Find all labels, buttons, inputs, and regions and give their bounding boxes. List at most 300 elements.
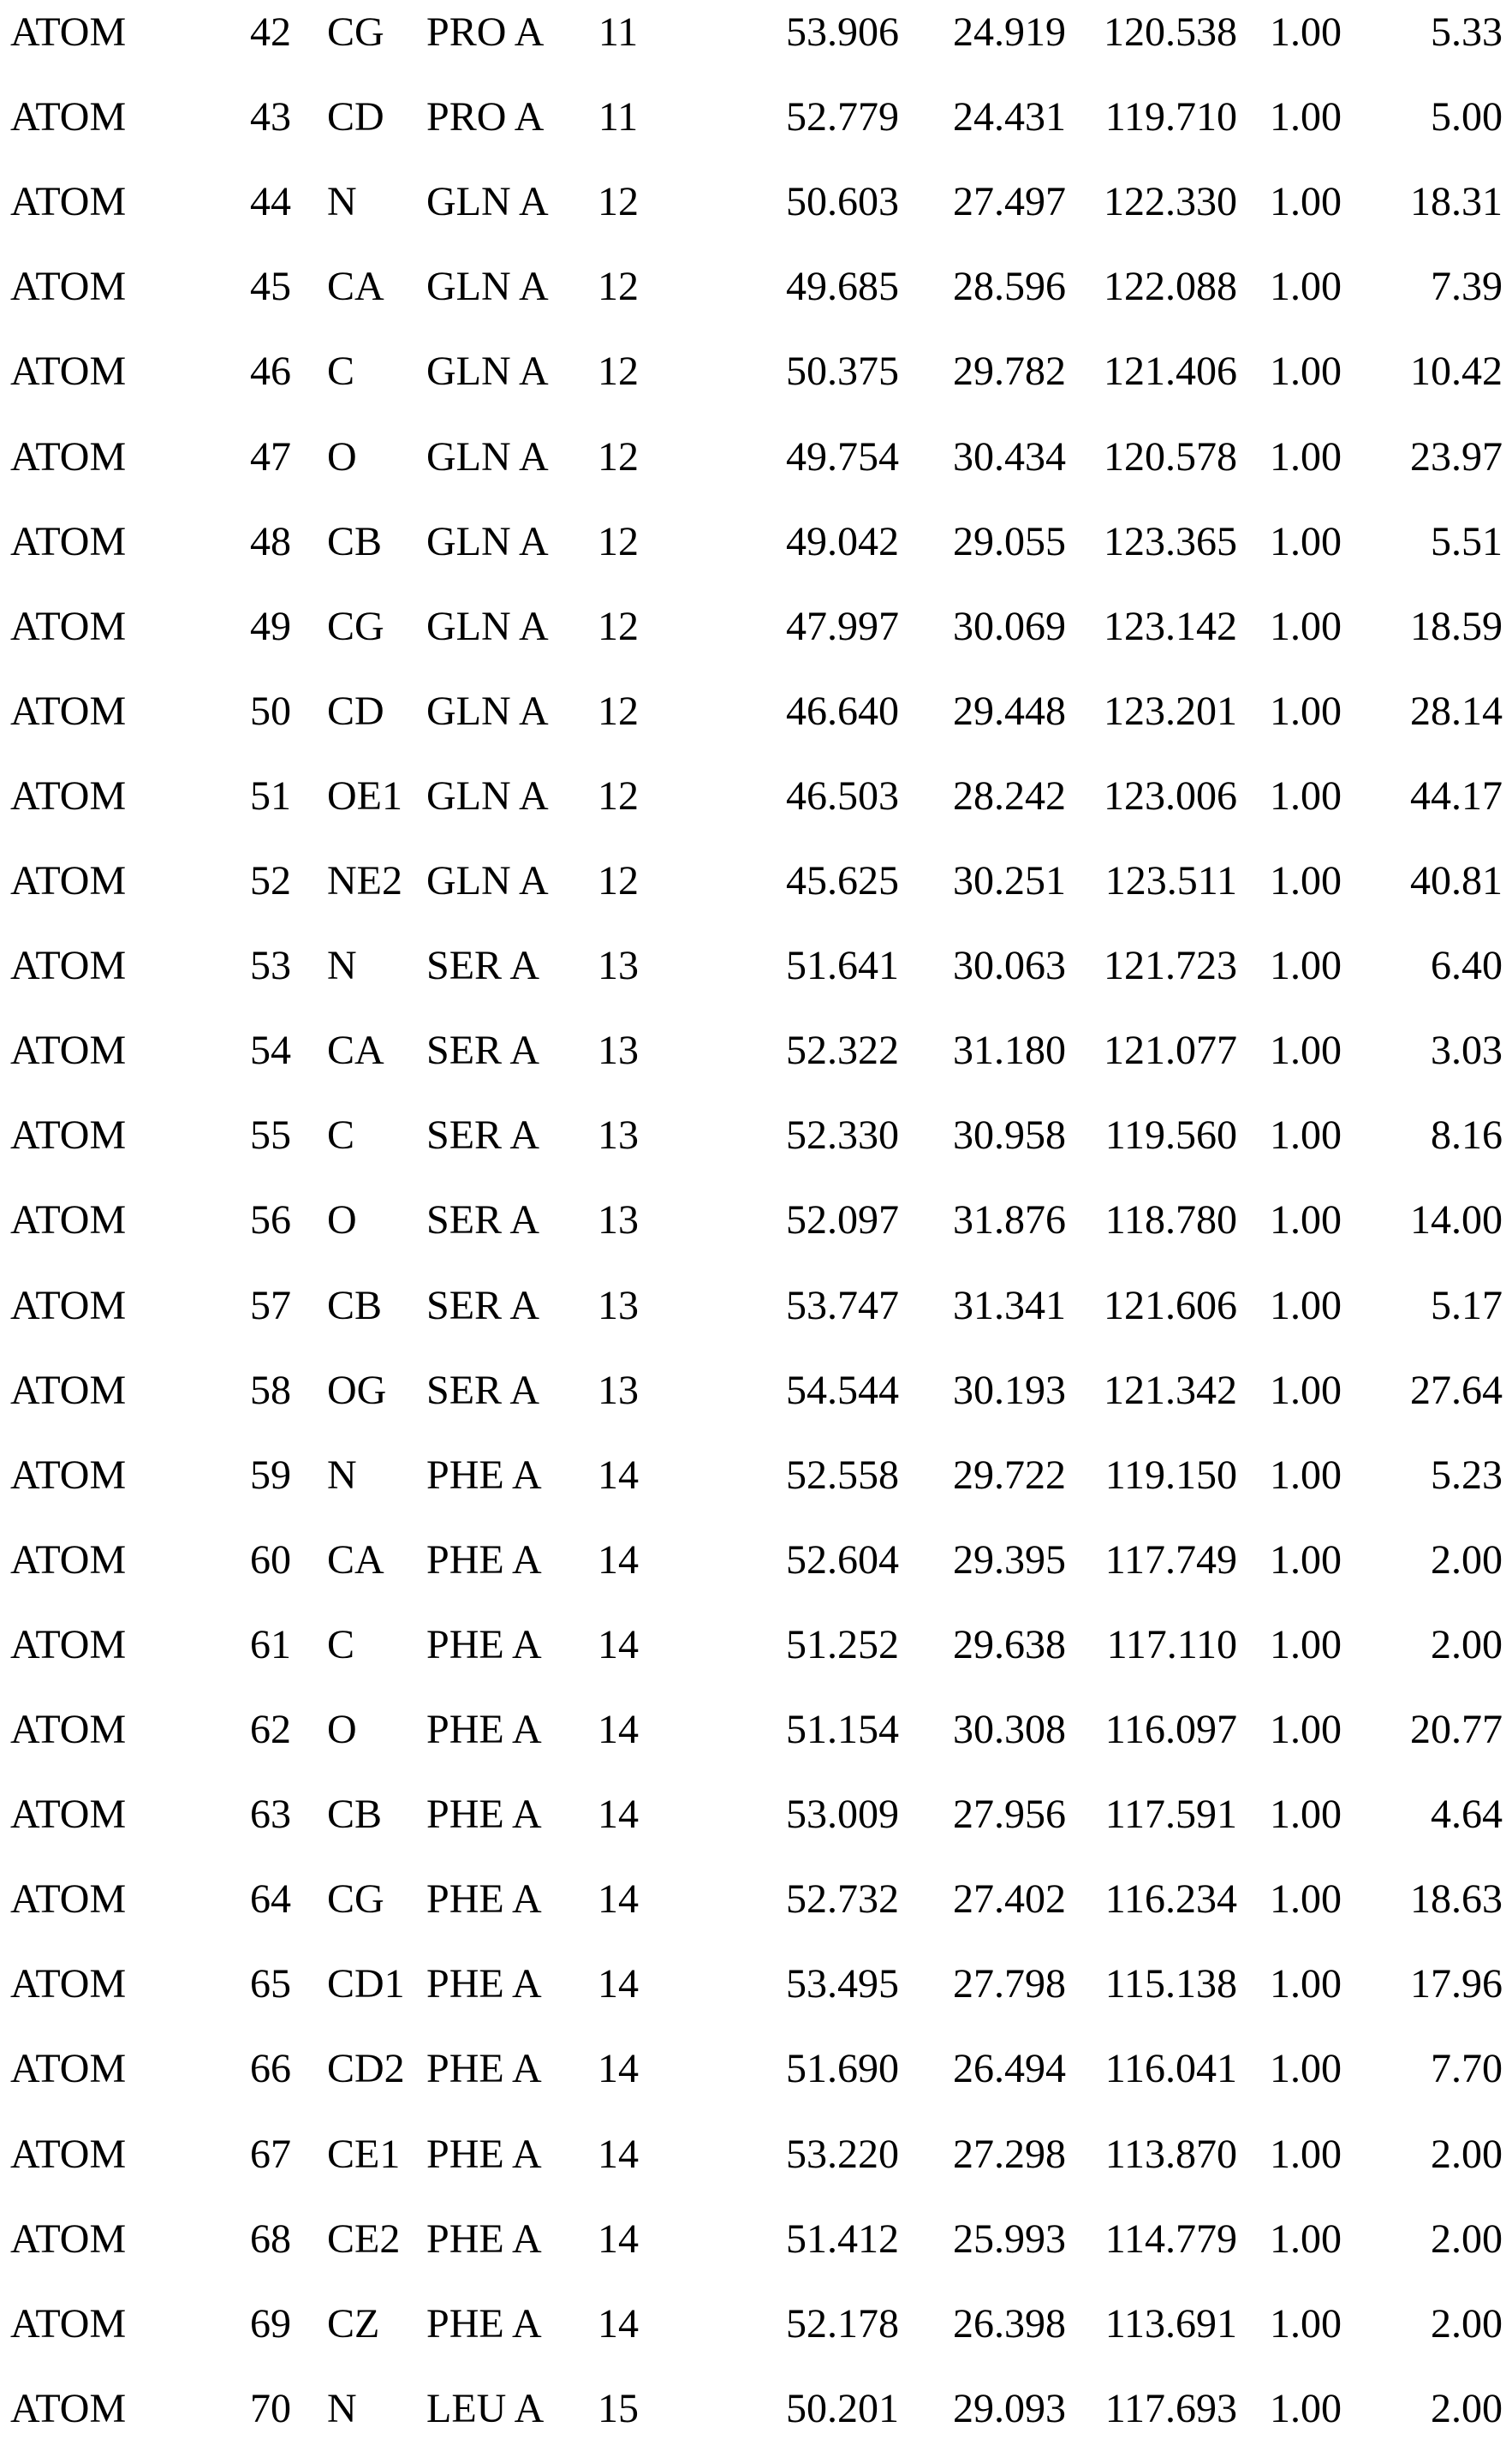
- b-factor: 2.00: [1431, 1622, 1503, 1667]
- x-coordinate: 53.906: [786, 9, 899, 55]
- occupancy: 1.00: [1270, 9, 1342, 55]
- atom-record-row: [0, 2112, 1512, 2197]
- b-factor: 2.00: [1431, 2386, 1503, 2431]
- atom-serial: 64: [250, 1876, 291, 1922]
- atom-serial: 50: [250, 689, 291, 734]
- atom-record-row: [0, 669, 1512, 754]
- residue-number: 14: [598, 2216, 639, 2262]
- y-coordinate: 29.782: [953, 349, 1066, 394]
- y-coordinate: 27.497: [953, 179, 1066, 224]
- occupancy: 1.00: [1270, 519, 1342, 564]
- z-coordinate: 121.723: [1104, 943, 1237, 988]
- record-type: ATOM: [10, 519, 127, 564]
- b-factor: 20.77: [1410, 1707, 1503, 1752]
- record-type: ATOM: [10, 2301, 127, 2347]
- y-coordinate: 26.494: [953, 2046, 1066, 2091]
- z-coordinate: 123.142: [1104, 604, 1237, 649]
- occupancy: 1.00: [1270, 1197, 1342, 1243]
- atom-name: CE2: [327, 2216, 401, 2262]
- b-factor: 3.03: [1431, 1028, 1503, 1073]
- atom-name: OE1: [327, 773, 402, 819]
- occupancy: 1.00: [1270, 1876, 1342, 1922]
- atom-serial: 42: [250, 9, 291, 55]
- atom-serial: 55: [250, 1112, 291, 1158]
- atom-record-row: [0, 1093, 1512, 1178]
- occupancy: 1.00: [1270, 2301, 1342, 2347]
- record-type: ATOM: [10, 1876, 127, 1922]
- residue-chain: PHE A: [426, 1876, 542, 1922]
- residue-chain: PHE A: [426, 1707, 542, 1752]
- residue-number: 12: [598, 519, 639, 564]
- b-factor: 5.00: [1431, 94, 1503, 140]
- y-coordinate: 31.180: [953, 1028, 1066, 1073]
- y-coordinate: 27.798: [953, 1961, 1066, 2007]
- atom-record-row: [0, 1433, 1512, 1518]
- record-type: ATOM: [10, 349, 127, 394]
- z-coordinate: 117.110: [1106, 1622, 1237, 1667]
- record-type: ATOM: [10, 1537, 127, 1583]
- atom-record-row: [0, 1008, 1512, 1093]
- atom-name: O: [327, 434, 357, 480]
- b-factor: 14.00: [1410, 1197, 1503, 1243]
- y-coordinate: 27.402: [953, 1876, 1066, 1922]
- atom-serial: 54: [250, 1028, 291, 1073]
- record-type: ATOM: [10, 9, 127, 55]
- atom-serial: 57: [250, 1283, 291, 1328]
- x-coordinate: 49.042: [786, 519, 899, 564]
- atom-name: CB: [327, 519, 383, 564]
- atom-record-row: [0, 159, 1512, 244]
- b-factor: 8.16: [1431, 1112, 1503, 1158]
- x-coordinate: 45.625: [786, 858, 899, 903]
- occupancy: 1.00: [1270, 2132, 1342, 2177]
- atom-serial: 53: [250, 943, 291, 988]
- b-factor: 27.64: [1410, 1368, 1503, 1413]
- atom-name: CA: [327, 1028, 384, 1073]
- x-coordinate: 51.690: [786, 2046, 899, 2091]
- record-type: ATOM: [10, 2132, 127, 2177]
- b-factor: 6.40: [1431, 943, 1503, 988]
- z-coordinate: 121.406: [1104, 349, 1237, 394]
- residue-number: 13: [598, 1197, 639, 1243]
- atom-record-row: [0, 754, 1512, 838]
- occupancy: 1.00: [1270, 94, 1342, 140]
- atom-name: N: [327, 2386, 357, 2431]
- x-coordinate: 52.178: [786, 2301, 899, 2347]
- atom-name: CD2: [327, 2046, 405, 2091]
- atom-serial: 51: [250, 773, 291, 819]
- residue-number: 13: [598, 1283, 639, 1328]
- x-coordinate: 53.747: [786, 1283, 899, 1328]
- residue-number: 13: [598, 1112, 639, 1158]
- occupancy: 1.00: [1270, 1283, 1342, 1328]
- residue-chain: GLN A: [426, 858, 549, 903]
- atom-name: CA: [327, 1537, 384, 1583]
- record-type: ATOM: [10, 1283, 127, 1328]
- x-coordinate: 49.685: [786, 264, 899, 309]
- x-coordinate: 51.252: [786, 1622, 899, 1667]
- record-type: ATOM: [10, 1112, 127, 1158]
- record-type: ATOM: [10, 94, 127, 140]
- residue-number: 14: [598, 1707, 639, 1752]
- y-coordinate: 28.242: [953, 773, 1066, 819]
- b-factor: 40.81: [1410, 858, 1503, 903]
- atom-record-row: [0, 2281, 1512, 2366]
- residue-number: 12: [598, 349, 639, 394]
- residue-chain: GLN A: [426, 349, 549, 394]
- z-coordinate: 123.511: [1104, 858, 1237, 903]
- residue-chain: PRO A: [426, 94, 545, 140]
- x-coordinate: 52.330: [786, 1112, 899, 1158]
- z-coordinate: 117.591: [1104, 1792, 1237, 1837]
- b-factor: 4.64: [1431, 1792, 1503, 1837]
- record-type: ATOM: [10, 1622, 127, 1667]
- occupancy: 1.00: [1270, 1792, 1342, 1837]
- x-coordinate: 53.495: [786, 1961, 899, 2007]
- x-coordinate: 47.997: [786, 604, 899, 649]
- record-type: ATOM: [10, 1197, 127, 1243]
- atom-serial: 70: [250, 2386, 291, 2431]
- atom-record-row: [0, 0, 1512, 75]
- record-type: ATOM: [10, 264, 127, 309]
- residue-number: 13: [598, 1028, 639, 1073]
- y-coordinate: 24.919: [953, 9, 1066, 55]
- residue-chain: PHE A: [426, 2216, 542, 2262]
- residue-chain: GLN A: [426, 434, 549, 480]
- occupancy: 1.00: [1270, 2386, 1342, 2431]
- y-coordinate: 30.434: [953, 434, 1066, 480]
- b-factor: 2.00: [1431, 2301, 1503, 2347]
- atom-serial: 56: [250, 1197, 291, 1243]
- residue-number: 12: [598, 689, 639, 734]
- b-factor: 5.17: [1431, 1283, 1503, 1328]
- occupancy: 1.00: [1270, 179, 1342, 224]
- x-coordinate: 50.603: [786, 179, 899, 224]
- z-coordinate: 113.870: [1104, 2132, 1237, 2177]
- occupancy: 1.00: [1270, 1707, 1342, 1752]
- atom-record-row: [0, 1602, 1512, 1687]
- atom-record-row: [0, 1857, 1512, 1941]
- atom-serial: 62: [250, 1707, 291, 1752]
- residue-number: 13: [598, 1368, 639, 1413]
- atom-serial: 49: [250, 604, 291, 649]
- atom-name: CG: [327, 9, 384, 55]
- residue-chain: PHE A: [426, 1452, 542, 1498]
- y-coordinate: 30.069: [953, 604, 1066, 649]
- y-coordinate: 30.063: [953, 943, 1066, 988]
- atom-record-row: [0, 414, 1512, 499]
- y-coordinate: 26.398: [953, 2301, 1066, 2347]
- x-coordinate: 51.641: [786, 943, 899, 988]
- atom-serial: 67: [250, 2132, 291, 2177]
- z-coordinate: 117.693: [1104, 2386, 1237, 2431]
- z-coordinate: 120.578: [1104, 434, 1237, 480]
- x-coordinate: 53.009: [786, 1792, 899, 1837]
- record-type: ATOM: [10, 858, 127, 903]
- residue-chain: PHE A: [426, 1537, 542, 1583]
- y-coordinate: 29.093: [953, 2386, 1066, 2431]
- atom-name: CB: [327, 1792, 383, 1837]
- b-factor: 2.00: [1431, 2132, 1503, 2177]
- residue-number: 14: [598, 1876, 639, 1922]
- z-coordinate: 122.330: [1104, 179, 1237, 224]
- z-coordinate: 113.691: [1104, 2301, 1237, 2347]
- x-coordinate: 50.375: [786, 349, 899, 394]
- atom-name: N: [327, 1452, 357, 1498]
- x-coordinate: 46.640: [786, 689, 899, 734]
- residue-number: 14: [598, 1622, 639, 1667]
- residue-chain: PHE A: [426, 1622, 542, 1667]
- record-type: ATOM: [10, 179, 127, 224]
- b-factor: 18.31: [1410, 179, 1503, 224]
- atom-serial: 63: [250, 1792, 291, 1837]
- z-coordinate: 122.088: [1104, 264, 1237, 309]
- x-coordinate: 51.154: [786, 1707, 899, 1752]
- z-coordinate: 117.749: [1104, 1537, 1237, 1583]
- residue-chain: PHE A: [426, 2301, 542, 2347]
- atom-record-row: [0, 838, 1512, 923]
- record-type: ATOM: [10, 1792, 127, 1837]
- occupancy: 1.00: [1270, 943, 1342, 988]
- atom-record-row: [0, 1772, 1512, 1857]
- y-coordinate: 28.596: [953, 264, 1066, 309]
- residue-chain: SER A: [426, 1368, 540, 1413]
- atom-record-row: [0, 2026, 1512, 2111]
- z-coordinate: 116.234: [1104, 1876, 1237, 1922]
- y-coordinate: 29.448: [953, 689, 1066, 734]
- atom-name: NE2: [327, 858, 402, 903]
- z-coordinate: 115.138: [1104, 1961, 1237, 2007]
- atom-serial: 66: [250, 2046, 291, 2091]
- b-factor: 17.96: [1410, 1961, 1503, 2007]
- residue-number: 14: [598, 1961, 639, 2007]
- y-coordinate: 29.722: [953, 1452, 1066, 1498]
- x-coordinate: 52.558: [786, 1452, 899, 1498]
- atom-record-row: [0, 1941, 1512, 2026]
- atom-name: N: [327, 943, 357, 988]
- residue-number: 12: [598, 179, 639, 224]
- y-coordinate: 27.956: [953, 1792, 1066, 1837]
- x-coordinate: 53.220: [786, 2132, 899, 2177]
- b-factor: 2.00: [1431, 2216, 1503, 2262]
- atom-serial: 69: [250, 2301, 291, 2347]
- residue-chain: LEU A: [426, 2386, 545, 2431]
- atom-record-row: [0, 75, 1512, 159]
- residue-number: 14: [598, 1792, 639, 1837]
- b-factor: 44.17: [1410, 773, 1503, 819]
- atom-name: CB: [327, 1283, 383, 1328]
- record-type: ATOM: [10, 1368, 127, 1413]
- z-coordinate: 123.006: [1104, 773, 1237, 819]
- record-type: ATOM: [10, 943, 127, 988]
- atom-record-row: [0, 923, 1512, 1008]
- y-coordinate: 27.298: [953, 2132, 1066, 2177]
- z-coordinate: 121.077: [1104, 1028, 1237, 1073]
- atom-name: CG: [327, 604, 384, 649]
- b-factor: 5.33: [1431, 9, 1503, 55]
- b-factor: 18.59: [1410, 604, 1503, 649]
- atom-serial: 48: [250, 519, 291, 564]
- occupancy: 1.00: [1270, 773, 1342, 819]
- b-factor: 10.42: [1410, 349, 1503, 394]
- occupancy: 1.00: [1270, 689, 1342, 734]
- b-factor: 18.63: [1410, 1876, 1503, 1922]
- x-coordinate: 54.544: [786, 1368, 899, 1413]
- residue-chain: SER A: [426, 1197, 540, 1243]
- z-coordinate: 119.150: [1104, 1452, 1237, 1498]
- record-type: ATOM: [10, 2386, 127, 2431]
- residue-number: 12: [598, 434, 639, 480]
- z-coordinate: 121.606: [1104, 1283, 1237, 1328]
- atom-serial: 52: [250, 858, 291, 903]
- z-coordinate: 123.201: [1104, 689, 1237, 734]
- occupancy: 1.00: [1270, 1537, 1342, 1583]
- record-type: ATOM: [10, 773, 127, 819]
- z-coordinate: 119.560: [1104, 1112, 1237, 1158]
- occupancy: 1.00: [1270, 1028, 1342, 1073]
- occupancy: 1.00: [1270, 1452, 1342, 1498]
- record-type: ATOM: [10, 1961, 127, 2007]
- atom-serial: 68: [250, 2216, 291, 2262]
- y-coordinate: 29.395: [953, 1537, 1066, 1583]
- residue-number: 12: [598, 604, 639, 649]
- residue-number: 14: [598, 2301, 639, 2347]
- occupancy: 1.00: [1270, 1961, 1342, 2007]
- atom-name: CD: [327, 689, 384, 734]
- record-type: ATOM: [10, 1028, 127, 1073]
- atom-serial: 65: [250, 1961, 291, 2007]
- atom-record-row: [0, 329, 1512, 414]
- x-coordinate: 52.732: [786, 1876, 899, 1922]
- atom-name: CD: [327, 94, 384, 140]
- z-coordinate: 114.779: [1104, 2216, 1237, 2262]
- y-coordinate: 29.055: [953, 519, 1066, 564]
- b-factor: 28.14: [1410, 689, 1503, 734]
- residue-number: 12: [598, 773, 639, 819]
- atom-record-row: [0, 1518, 1512, 1602]
- y-coordinate: 31.876: [953, 1197, 1066, 1243]
- x-coordinate: 52.604: [786, 1537, 899, 1583]
- y-coordinate: 25.993: [953, 2216, 1066, 2262]
- atom-record-row: [0, 1263, 1512, 1348]
- atom-serial: 44: [250, 179, 291, 224]
- residue-number: 12: [598, 858, 639, 903]
- b-factor: 23.97: [1410, 434, 1503, 480]
- occupancy: 1.00: [1270, 1368, 1342, 1413]
- atom-record-row: [0, 1687, 1512, 1772]
- atom-serial: 58: [250, 1368, 291, 1413]
- atom-serial: 59: [250, 1452, 291, 1498]
- residue-chain: GLN A: [426, 179, 549, 224]
- atom-name: CD1: [327, 1961, 405, 2007]
- atom-name: C: [327, 1622, 355, 1667]
- residue-number: 11: [598, 9, 639, 55]
- atom-name: CZ: [327, 2301, 380, 2347]
- atom-name: C: [327, 1112, 355, 1158]
- residue-number: 14: [598, 1452, 639, 1498]
- x-coordinate: 49.754: [786, 434, 899, 480]
- residue-number: 14: [598, 2046, 639, 2091]
- z-coordinate: 120.538: [1104, 9, 1237, 55]
- z-coordinate: 116.097: [1104, 1707, 1237, 1752]
- z-coordinate: 118.780: [1104, 1197, 1237, 1243]
- record-type: ATOM: [10, 1707, 127, 1752]
- occupancy: 1.00: [1270, 434, 1342, 480]
- atom-name: O: [327, 1197, 357, 1243]
- x-coordinate: 52.779: [786, 94, 899, 140]
- x-coordinate: 51.412: [786, 2216, 899, 2262]
- z-coordinate: 116.041: [1104, 2046, 1237, 2091]
- occupancy: 1.00: [1270, 858, 1342, 903]
- b-factor: 7.39: [1431, 264, 1503, 309]
- residue-chain: SER A: [426, 943, 540, 988]
- residue-chain: GLN A: [426, 773, 549, 819]
- atom-record-row: [0, 2197, 1512, 2281]
- atom-serial: 43: [250, 94, 291, 140]
- atom-name: CE1: [327, 2132, 401, 2177]
- occupancy: 1.00: [1270, 264, 1342, 309]
- b-factor: 2.00: [1431, 1537, 1503, 1583]
- residue-chain: GLN A: [426, 689, 549, 734]
- z-coordinate: 119.710: [1104, 94, 1237, 140]
- atom-serial: 61: [250, 1622, 291, 1667]
- residue-chain: PHE A: [426, 2046, 542, 2091]
- atom-record-row: [0, 584, 1512, 669]
- residue-number: 14: [598, 2132, 639, 2177]
- residue-number: 13: [598, 943, 639, 988]
- residue-chain: PHE A: [426, 2132, 542, 2177]
- occupancy: 1.00: [1270, 2216, 1342, 2262]
- atom-serial: 47: [250, 434, 291, 480]
- occupancy: 1.00: [1270, 349, 1342, 394]
- atom-name: CA: [327, 264, 384, 309]
- b-factor: 7.70: [1431, 2046, 1503, 2091]
- residue-chain: GLN A: [426, 519, 549, 564]
- atom-serial: 46: [250, 349, 291, 394]
- atom-serial: 60: [250, 1537, 291, 1583]
- residue-number: 11: [598, 94, 639, 140]
- x-coordinate: 50.201: [786, 2386, 899, 2431]
- y-coordinate: 30.251: [953, 858, 1066, 903]
- b-factor: 5.23: [1431, 1452, 1503, 1498]
- x-coordinate: 52.322: [786, 1028, 899, 1073]
- residue-chain: SER A: [426, 1028, 540, 1073]
- atom-record-row: [0, 499, 1512, 584]
- occupancy: 1.00: [1270, 1112, 1342, 1158]
- residue-number: 12: [598, 264, 639, 309]
- record-type: ATOM: [10, 2046, 127, 2091]
- residue-chain: GLN A: [426, 604, 549, 649]
- residue-chain: PHE A: [426, 1792, 542, 1837]
- atom-name: C: [327, 349, 355, 394]
- atom-serial: 45: [250, 264, 291, 309]
- y-coordinate: 30.958: [953, 1112, 1066, 1158]
- atom-record-row: [0, 2366, 1512, 2451]
- x-coordinate: 46.503: [786, 773, 899, 819]
- atom-name: OG: [327, 1368, 387, 1413]
- atom-record-row: [0, 244, 1512, 329]
- residue-chain: SER A: [426, 1283, 540, 1328]
- residue-chain: PHE A: [426, 1961, 542, 2007]
- x-coordinate: 52.097: [786, 1197, 899, 1243]
- atom-record-row: [0, 1348, 1512, 1433]
- record-type: ATOM: [10, 604, 127, 649]
- y-coordinate: 30.193: [953, 1368, 1066, 1413]
- record-type: ATOM: [10, 1452, 127, 1498]
- occupancy: 1.00: [1270, 1622, 1342, 1667]
- record-type: ATOM: [10, 689, 127, 734]
- y-coordinate: 30.308: [953, 1707, 1066, 1752]
